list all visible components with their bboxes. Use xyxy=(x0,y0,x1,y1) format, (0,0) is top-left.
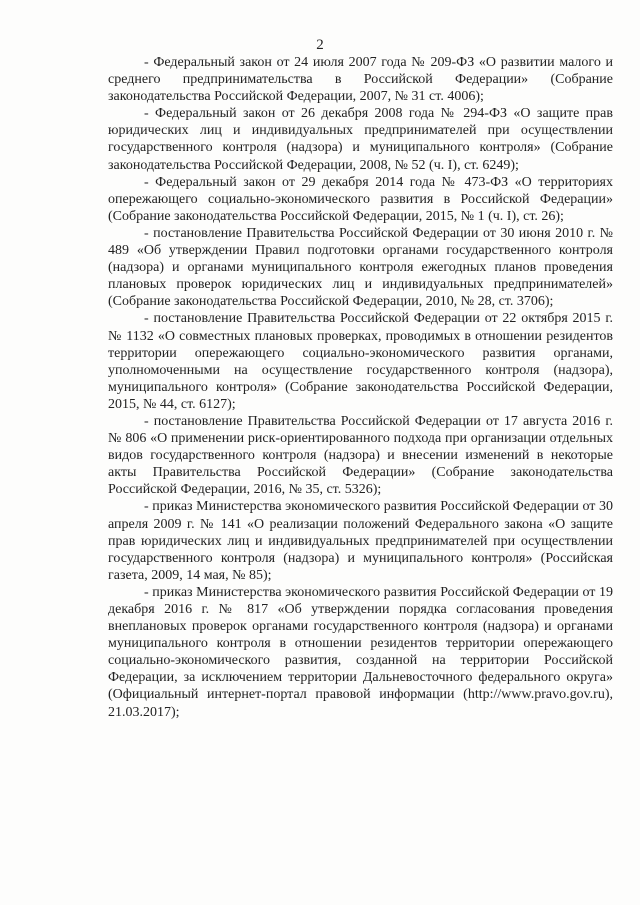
list-item: - Федеральный закон от 26 декабря 2008 года № 294-ФЗ «О защите прав юридических лиц и индивидуальных предпринимателей при осуществлении государственного контроля (надзора) и муниципального контроля» (Собрание законодательства Российской Федерации, 2008, № 52 (ч. I), ст. 6249); xyxy=(108,106,613,173)
list-item: - Федеральный закон от 29 декабря 2014 года № 473-ФЗ «О территориях опережающего социально-экономического развития в Российской Федерации» (Собрание законодательства Российской Федерации, 2015, № 1 (ч. I), ст. 26); xyxy=(108,174,613,224)
page-number: 2 xyxy=(316,37,324,53)
list-item: - приказ Министерства экономического развития Российской Федерации от 19 декабря 2016 г. № 817 «Об утверждении порядка согласования проведения внеплановых проверок органами государственного контроля (надзора) и органами муниципального контроля в отношении резидентов территории опережающего социально-экономического развития, созданной на территории Российской Федерации, за исключением территории Дальневосточного федерального округа» (Официальный интернет-портал правовой информации (http://www.pravo.gov.ru), 21.03.2017); xyxy=(108,584,613,720)
list-item: - постановление Правительства Российской Федерации от 22 октября 2015 г. № 1132 «О совместных плановых проверках, проводимых в отношении резидентов территории опережающего социально-экономического развития органами, уполномоченными на осуществление государственного контроля (надзора), муниципального контроля» (Собрание законодательства Российской Федерации, 2015, № 44, ст. 6127); xyxy=(108,311,613,412)
list-item: - Федеральный закон от 24 июля 2007 года № 209-ФЗ «О развитии малого и среднего предпринимательства в Российской Федерации» (Собрание законодательства Российской Федерации, 2007, № 31 ст. 4006); xyxy=(108,55,613,105)
legal-acts-list xyxy=(108,54,613,721)
list-item: - постановление Правительства Российской Федерации от 17 августа 2016 г. № 806 «О применении риск-ориентированного подхода при организации отдельных видов государственного контроля (надзора) и внесении изменений в некоторые акты Правительства Российской Федерации» (Собрание законодательства Российской Федерации, 2016, № 35, ст. 5326); xyxy=(108,413,613,498)
list-item: - приказ Министерства экономического развития Российской Федерации от 30 апреля 2009 г. № 141 «О реализации положений Федерального закона «О защите прав юридических лиц и индивидуальных предпринимателей при осуществлении государственного контроля (надзора) и муниципального контроля» (Российская газета, 2009, 14 мая, № 85); xyxy=(108,499,613,583)
list-item: - постановление Правительства Российской Федерации от 30 июня 2010 г. № 489 «Об утверждении Правил подготовки органами государственного контроля (надзора) и органами муниципального контроля ежегодных планов проведения плановых проверок юридических лиц и индивидуальных предпринимателей» (Собрание законодательства Российской Федерации, 2010, № 28, ст. 3706); xyxy=(108,225,613,310)
